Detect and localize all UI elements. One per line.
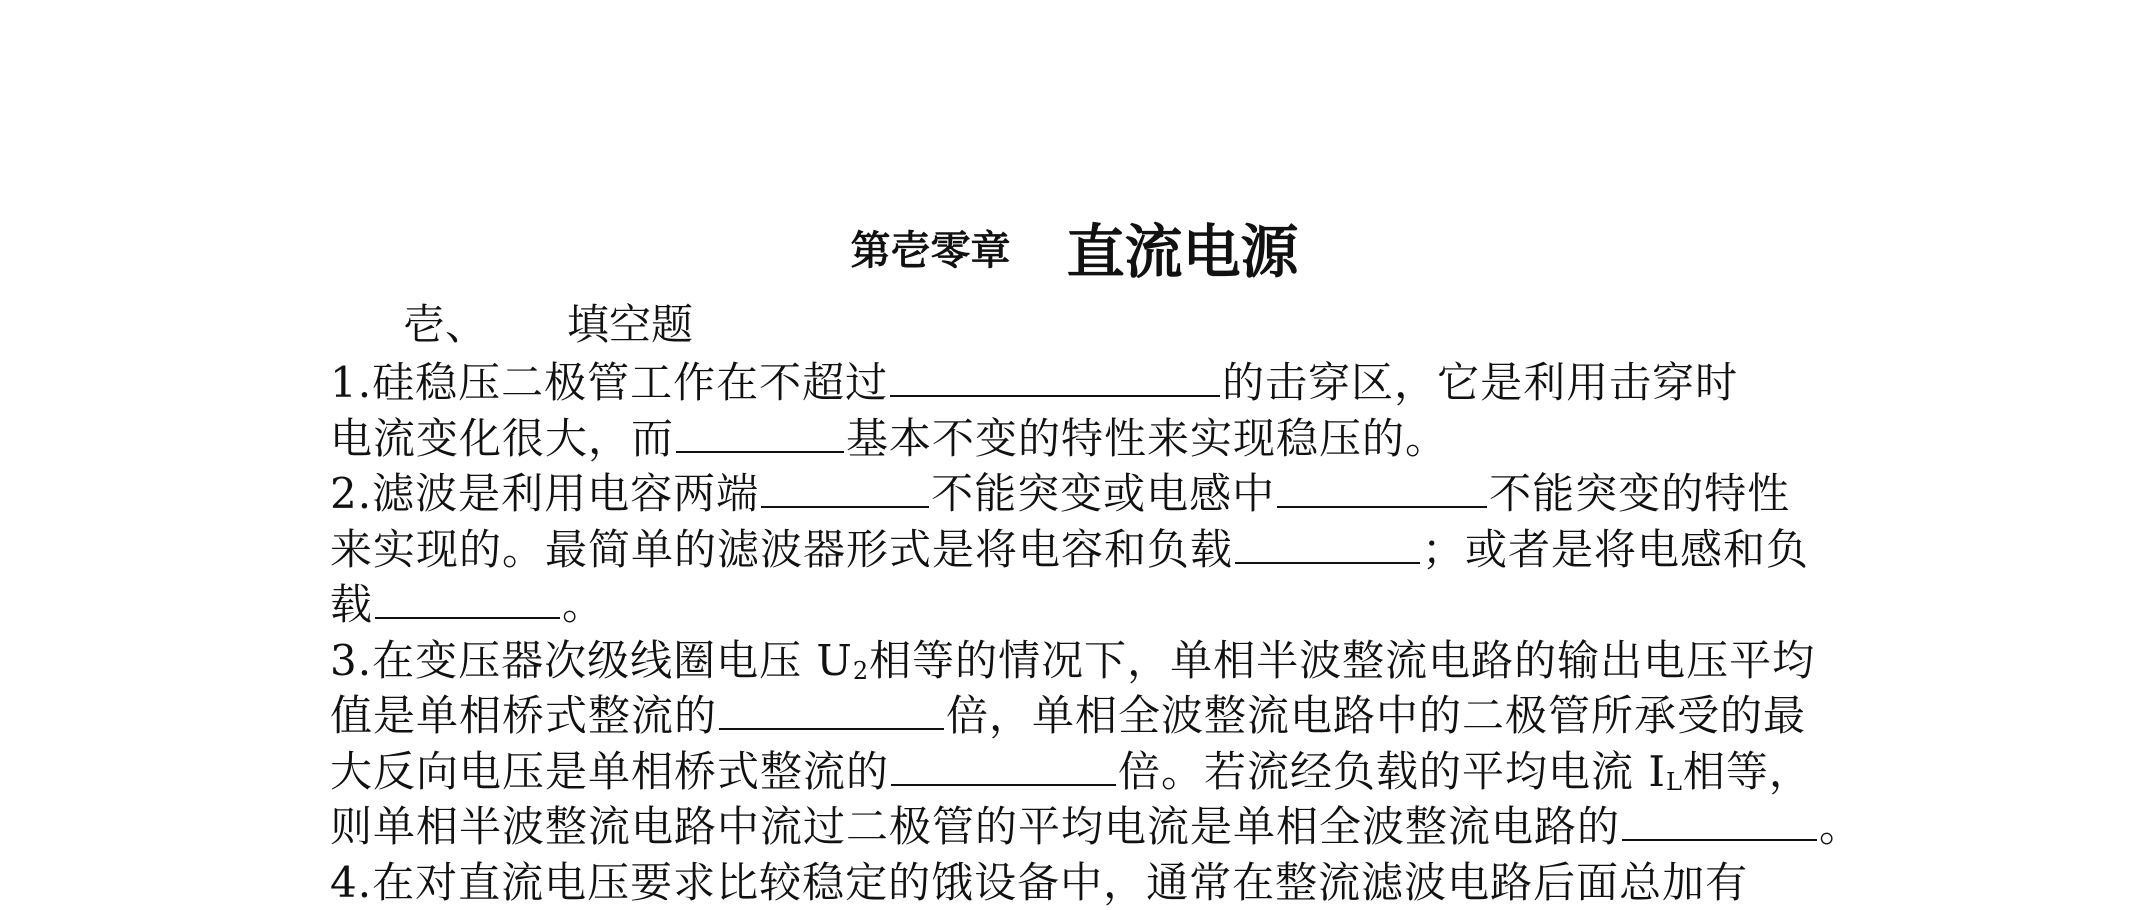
text-line — [330, 466, 1870, 522]
section-title: 填空题 — [567, 300, 693, 349]
answer-blank[interactable] — [719, 694, 944, 730]
answer-blank[interactable] — [1277, 472, 1487, 508]
question-text: 3.在变压器次级线圈电压 U — [330, 636, 853, 685]
question-text: 1.硅稳压二极管工作在不超过 — [330, 358, 888, 407]
answer-blank[interactable] — [890, 361, 1220, 397]
question-text: 值是单相桥式整流的 — [330, 691, 717, 740]
text-line — [330, 411, 1870, 467]
question-text: 不能突变或电感中 — [931, 469, 1275, 518]
question-text: 。 — [562, 580, 605, 629]
question-text: 则单相半波整流电路中流过二极管的平均电流是单相全波整流电路的 — [330, 802, 1620, 851]
question-body — [330, 355, 1870, 910]
text-line — [330, 688, 1870, 744]
answer-blank[interactable] — [761, 472, 929, 508]
text-line — [330, 855, 1870, 910]
question-text: 不能突变的特性 — [1489, 469, 1790, 518]
section-heading — [403, 297, 693, 353]
question-text: 倍，单相全波整流电路中的二极管所承受的最 — [946, 691, 1806, 740]
question-text: 倍。若流经负载的平均电流 I — [1118, 747, 1666, 796]
question-text: 2.滤波是利用电容两端 — [330, 469, 759, 518]
question-text: 载 — [330, 580, 373, 629]
subscript: 2 — [853, 657, 869, 685]
question-text: 的击穿区，它是利用击穿时 — [1222, 358, 1738, 407]
question-text: 基本不变的特性来实现稳压的。 — [846, 414, 1448, 463]
question-text: 来实现的。最简单的滤波器形式是将电容和负载 — [330, 525, 1233, 574]
answer-blank[interactable] — [1622, 805, 1817, 841]
question-text: 。 — [1819, 802, 1862, 851]
text-line — [330, 633, 1870, 689]
question-text: 相等的情况下，单相半波整流电路的输出电压平均 — [869, 636, 1815, 685]
subscript: L — [1666, 768, 1683, 796]
text-line — [330, 799, 1870, 855]
question-text: 4.在对直流电压要求比较稳定的饿设备中，通常在整流滤波电路后面总加有 — [330, 858, 1748, 907]
answer-blank[interactable] — [375, 583, 560, 619]
text-line — [330, 577, 1870, 633]
page-title — [0, 205, 2149, 289]
question-text: 相等， — [1683, 747, 1812, 796]
answer-blank[interactable] — [891, 750, 1116, 786]
chapter-number: 第壱零章 — [850, 228, 1010, 274]
text-line — [330, 522, 1870, 578]
text-line — [330, 355, 1870, 411]
text-line — [330, 744, 1870, 800]
question-text: 大反向电压是单相桥式整流的 — [330, 747, 889, 796]
question-text: ；或者是将电感和负 — [1422, 525, 1809, 574]
chapter-title: 直流电源 — [1066, 218, 1298, 286]
answer-blank[interactable] — [1235, 528, 1420, 564]
section-number: 壱、 — [403, 300, 487, 349]
question-text: 电流变化很大，而 — [330, 414, 674, 463]
answer-blank[interactable] — [676, 417, 844, 453]
